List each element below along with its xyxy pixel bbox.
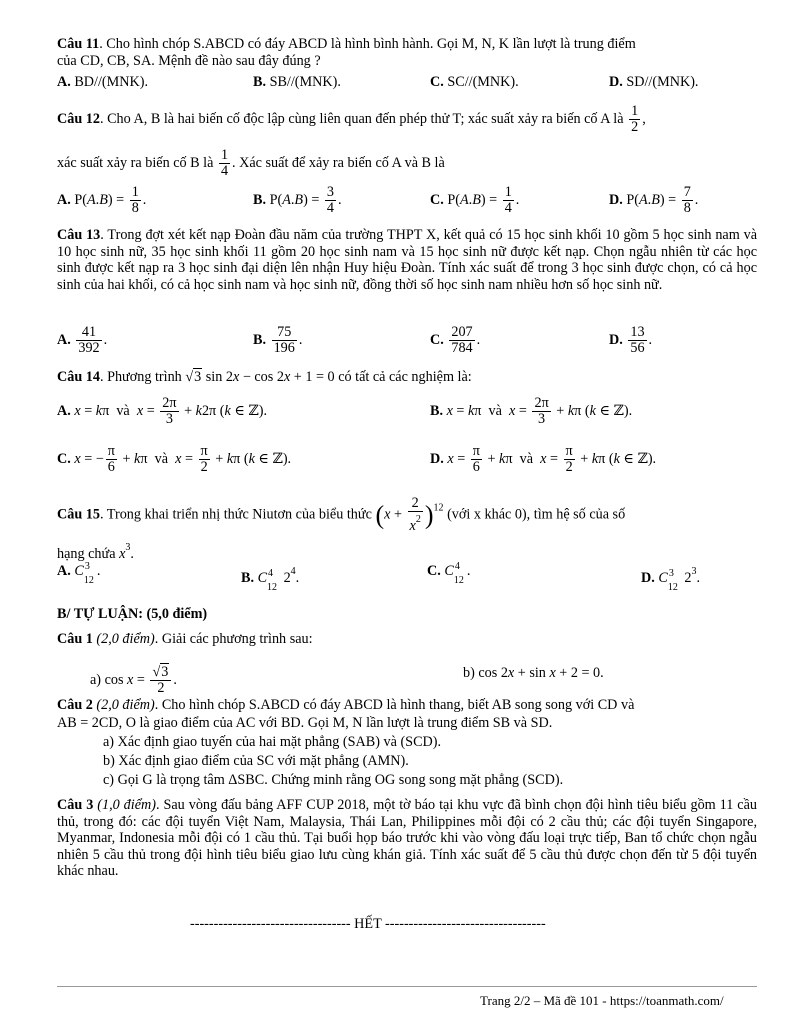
- essay-q2-line1: Câu 2 (2,0 điểm). Cho hình chóp S.ABCD có đáy ABCD là hình thang, biết AB song song với CD và: [57, 697, 635, 713]
- q14-option-b: B. x = kπ và x = $\frac{2\pi}{3}$ + kπ (k ∈ ℤ).: [430, 395, 633, 427]
- q12-option-a: A. P(A.B) = $\frac{1}{8}$ .: [57, 184, 147, 216]
- q13-label: Câu 13: [57, 227, 101, 243]
- end-marker: ---------------------------------- HẾT ----------------------------------: [190, 916, 546, 932]
- essay-q3: Câu 3 (1,0 điểm). Sau vòng đấu bảng AFF CUP 2018, một tờ báo tại khu vực đã bình chọn đội hình tiêu biểu gồm 11 cầu thủ, trong đó: các đội tuyển Việt Nam, Malaysia, Thái Lan, Philippines mỗi đội có 2 cầu thủ; các đội tuyển Singapore, Myanmar, Indonesia mỗi đội có 1 cầu thủ. Tại buổi họp báo trước khi vào vòng đấu loại trực tiếp, Ban tổ chức chọn ngẫu nhiên 5 cầu thủ trong đội hình tiêu biểu giao lưu cùng khán giả. Tính xác suất để 5 cầu thủ được chọn đến từ 5 đội tuyển khác nhau.: [57, 797, 757, 880]
- q15-line1: Câu 15. Trong khai triển nhị thức Niutơn của biểu thức (x + $\frac{2}{x^2}$ )$^{12}$ (với x khác 0), tìm hệ số của số: [57, 495, 626, 534]
- q15-option-d: D. C 3 12 $2^3$.: [641, 566, 700, 593]
- q11-option-b: B. SB//(MNK).: [253, 74, 341, 90]
- essay-q1: Câu 1 (2,0 điểm). Giải các phương trình sau:: [57, 631, 313, 647]
- essay-q1-b: b) cos 2x + sin x + 2 = 0.: [463, 665, 604, 681]
- q15-label: Câu 15: [57, 506, 100, 523]
- q13-option-c: C. $\frac{207}{784}$ .: [430, 324, 481, 356]
- q13-option-a: A. $\frac{41}{392}$ .: [57, 324, 108, 356]
- q11-option-a: A. BD//(MNK).: [57, 74, 149, 90]
- essay-q2-a: a) Xác định giao tuyến của hai mặt phẳng (SAB) và (SCD).: [103, 734, 442, 750]
- q11-option-d: D. SD//(MNK).: [609, 74, 699, 90]
- q12-option-d: D. P(A.B) = $\frac{7}{8}$ .: [609, 184, 699, 216]
- essay-q2-c: c) Gọi G là trọng tâm ΔSBC. Chứng minh rằng OG song song mặt phẳng (SCD).: [103, 772, 564, 788]
- q14-label: Câu 14: [57, 369, 100, 385]
- q12-label: Câu 12: [57, 110, 100, 127]
- q12-option-b: B. P(A.B) = $\frac{3}{4}$ .: [253, 184, 342, 216]
- footer-divider: [57, 986, 757, 987]
- essay-q2-label: Câu 2: [57, 697, 93, 713]
- part-b-title: B/ TỰ LUẬN: (5,0 điểm): [57, 606, 208, 622]
- essay-q2-b: b) Xác định giao điểm của SC với mặt phẳng (AMN).: [103, 753, 409, 769]
- q15-option-b: B. C 4 12 $2^4$.: [241, 566, 300, 593]
- q11-line2: của CD, CB, SA. Mệnh đề nào sau đây đúng ?: [57, 53, 321, 69]
- q14-option-a: A. x = kπ và x = $\frac{2\pi}{3}$ + k2π (k ∈ ℤ).: [57, 395, 268, 427]
- page-footer: Trang 2/2 – Mã đề 101 - https://toanmath.com/: [480, 993, 724, 1008]
- q13-text: Câu 13. Trong đợt xét kết nạp Đoàn đầu năm của trường THPT X, kết quả có 15 học sinh khối 10 gồm 5 học sinh nam và 10 học sinh nữ, 35 học sinh khối 11 gồm 20 học sinh nam và 15 học sinh nữ được kết nạp. Chọn ngẫu nhiên từ các học sinh được kết nạp ra 3 học sinh đại diện lên nhận Huy hiệu Đoàn. Tính xác suất để trong 3 học sinh được chọn, có cả học sinh của hai khối, có cả học sinh nam và học sinh nữ, đồng thời số học sinh nam nhiều hơn số học sinh nữ.: [57, 227, 758, 293]
- essay-q1-a: a) cos x = $\frac{√3}{2}$ .: [90, 664, 177, 696]
- q14-option-c: C. x = − $\frac{\pi}{6}$ + kπ và x = $\frac{\pi}{2}$ + kπ (k ∈ ℤ).: [57, 443, 292, 475]
- q15-line2: hạng chứa $x^3$.: [57, 542, 134, 562]
- q12-line2: xác suất xảy ra biến cố B là $\frac{1}{4}$ . Xác suất để xảy ra biến cố A và B là: [57, 147, 445, 179]
- q13-option-d: D. $\frac{13}{56}$ .: [609, 324, 653, 356]
- essay-q1-label: Câu 1: [57, 631, 93, 647]
- q13-option-b: B. $\frac{75}{196}$ .: [253, 324, 303, 356]
- essay-q2-line2: AB = 2CD, O là giao điểm của AC với BD. Gọi M, N lần lượt là trung điểm SB và SD.: [57, 715, 553, 731]
- q12-prob-a-fraction: $\frac{1}{2}$: [631, 103, 639, 135]
- q11-option-c: C. SC//(MNK).: [430, 74, 519, 90]
- q14-option-d: D. x = $\frac{\pi}{6}$ + kπ và x = $\frac{\pi}{2}$ + kπ (k ∈ ℤ).: [430, 443, 657, 475]
- q12-prob-b-fraction: $\frac{1}{4}$: [220, 147, 229, 179]
- q14-line1: Câu 14. Phương trình √3 sin 2x − cos 2x + 1 = 0 có tất cả các nghiệm là:: [57, 369, 472, 385]
- q15-option-c: C. C 4 12 .: [427, 560, 471, 586]
- q15-option-a: A. C 3 12 .: [57, 560, 101, 586]
- essay-q3-label: Câu 3: [57, 797, 94, 813]
- q12-option-c: C. P(A.B) = $\frac{1}{4}$ .: [430, 184, 520, 216]
- q12-line1: Câu 12. Cho A, B là hai biến cố độc lập cùng liên quan đến phép thử T; xác suất xảy ra biến cố A là $\frac{1}{2}$ ,: [57, 103, 646, 135]
- q11-label: Câu 11: [57, 36, 100, 52]
- q11-line1: Câu 11. Cho hình chóp S.ABCD có đáy ABCD là hình bình hành. Gọi M, N, K lần lượt là trung điểm: [57, 36, 636, 52]
